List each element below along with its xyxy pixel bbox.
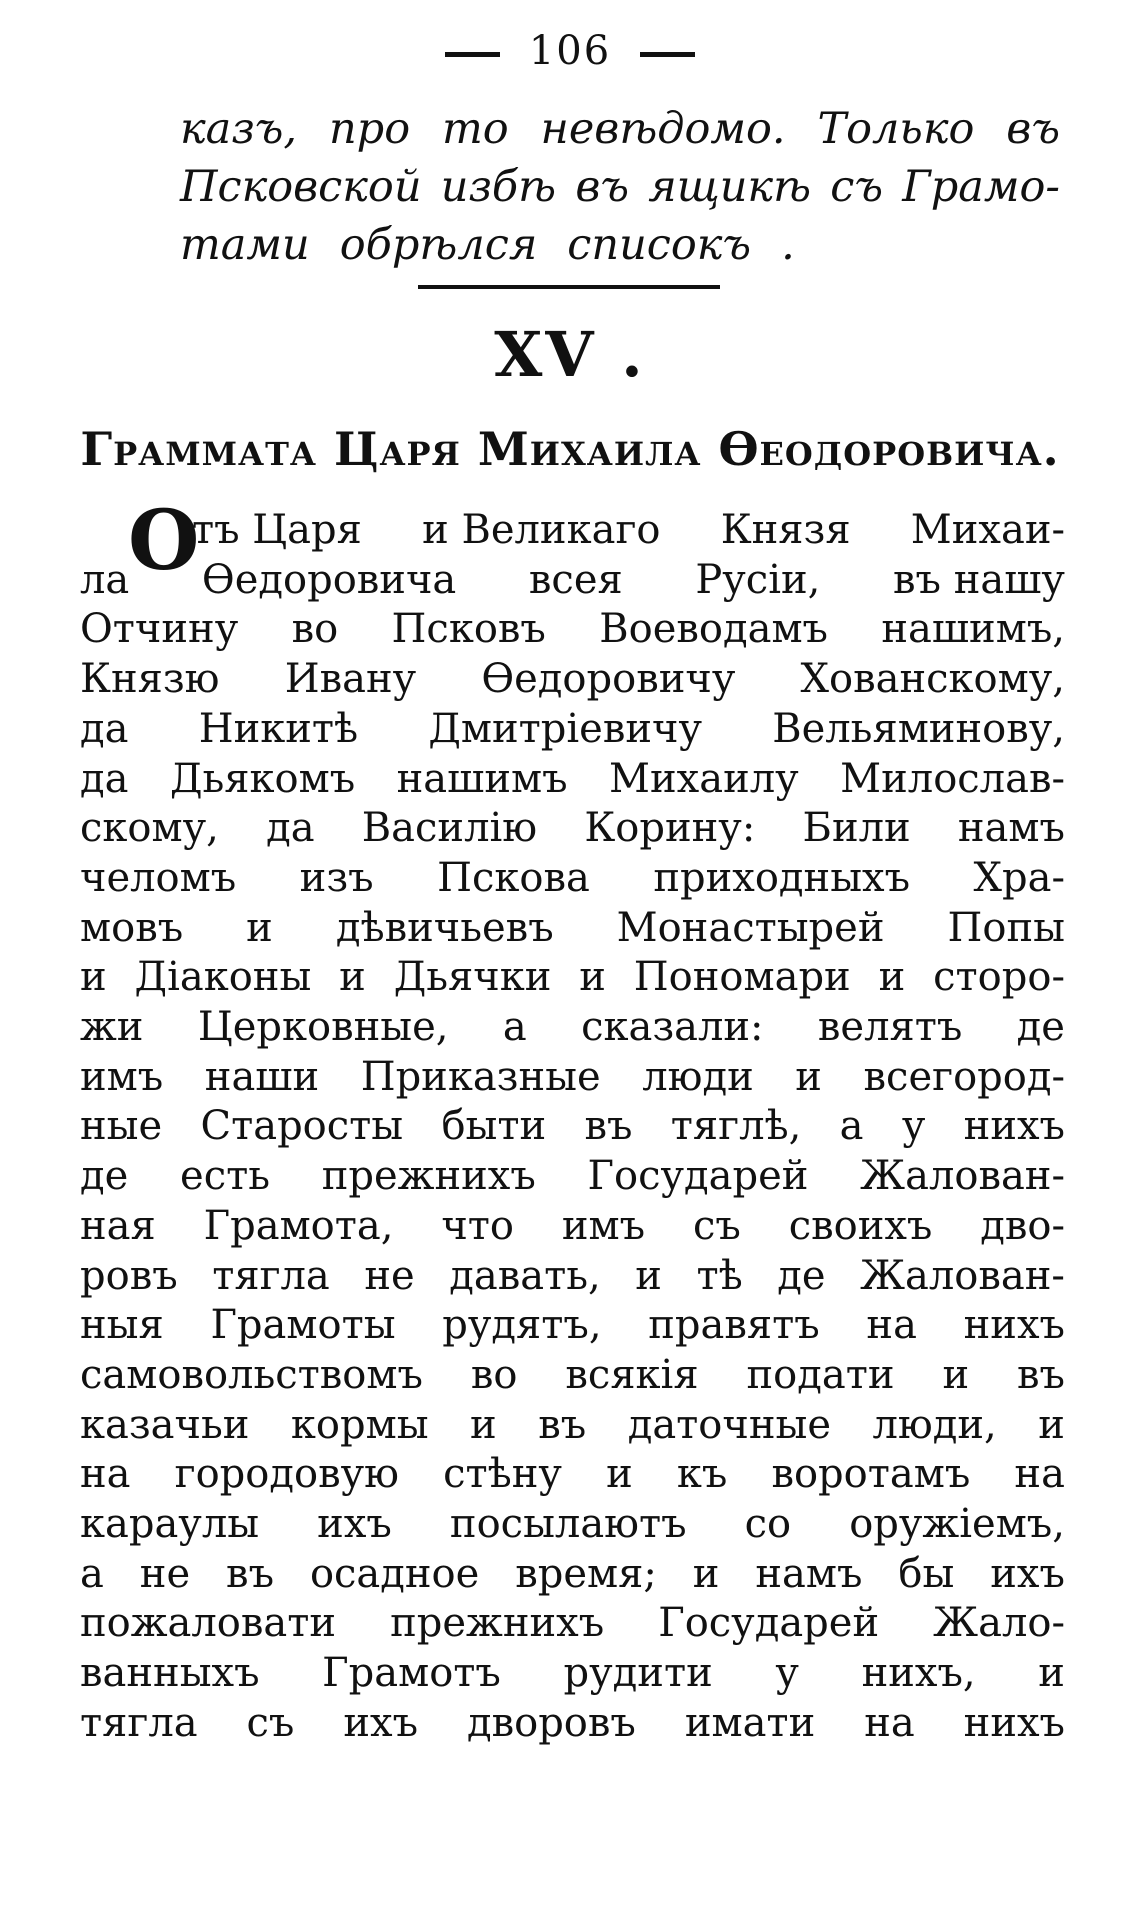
word: Грамотъ xyxy=(322,1650,501,1697)
text-line xyxy=(80,1003,1065,1053)
word: въ xyxy=(1006,104,1060,154)
text-line xyxy=(80,1550,1065,1600)
word: въ xyxy=(575,162,629,212)
word: Хра- xyxy=(973,854,1065,901)
word: нихъ xyxy=(963,1103,1065,1150)
word: въ xyxy=(584,1103,633,1150)
word: дво- xyxy=(980,1202,1065,1249)
word: не xyxy=(139,1550,191,1597)
section-number: XV . xyxy=(494,318,646,391)
word: и xyxy=(80,954,107,1001)
word: имати xyxy=(684,1699,816,1746)
word: намъ xyxy=(755,1550,863,1597)
word: де xyxy=(777,1252,826,1299)
word: и xyxy=(339,954,366,1001)
right-dash xyxy=(640,52,695,57)
word: Вельяминову, xyxy=(772,705,1065,752)
word: осадное xyxy=(309,1550,480,1597)
word: ихъ xyxy=(990,1550,1065,1597)
word: то xyxy=(441,104,509,154)
word: и xyxy=(795,1053,822,1100)
text-line xyxy=(80,1699,1065,1749)
word: Отчину xyxy=(80,606,239,653)
word: Дьячки xyxy=(393,954,552,1001)
word: оружіемъ, xyxy=(849,1501,1065,1548)
word: а xyxy=(839,1103,864,1150)
word: Жалован- xyxy=(860,1252,1065,1299)
word: Ѳедоровичу xyxy=(481,656,736,703)
word: мовъ xyxy=(80,904,184,951)
word: Церковные, xyxy=(197,1004,449,1051)
word: имъ xyxy=(561,1202,646,1249)
word: сказали: xyxy=(581,1004,764,1051)
word: избѣ xyxy=(440,162,557,212)
word: Пскова xyxy=(437,854,590,901)
text-line xyxy=(80,1252,1065,1302)
word: у xyxy=(901,1103,926,1150)
text-line xyxy=(80,1152,1065,1202)
text-line xyxy=(80,1401,1065,1451)
word: съ xyxy=(692,1202,741,1249)
word: люди xyxy=(642,1053,754,1100)
word: и xyxy=(1038,1401,1065,1448)
word: всегород- xyxy=(863,1053,1065,1100)
word: во xyxy=(470,1351,518,1398)
word: . xyxy=(781,220,795,270)
word: въ xyxy=(226,1550,275,1597)
word: тягла xyxy=(212,1252,330,1299)
word: Воеводамъ xyxy=(599,606,829,653)
word: и xyxy=(1038,1650,1065,1697)
word: дворовъ xyxy=(466,1699,636,1746)
text-line xyxy=(80,1102,1065,1152)
text-line xyxy=(180,100,1060,158)
word: Ивану xyxy=(284,656,417,703)
word: ные xyxy=(80,1103,163,1150)
word: Корину: xyxy=(584,805,756,852)
word: Хованскому, xyxy=(800,656,1065,703)
word: Грамо- xyxy=(902,162,1060,212)
word: Государей xyxy=(587,1153,809,1200)
word: не xyxy=(364,1252,415,1299)
word: воротамъ xyxy=(771,1451,971,1498)
word: у xyxy=(775,1650,799,1697)
word: ванныхъ xyxy=(80,1650,260,1697)
text-line xyxy=(80,953,1065,1003)
word: Дмитріевичу xyxy=(428,705,702,752)
word: посылаютъ xyxy=(449,1501,687,1548)
word: въ нашу xyxy=(893,556,1065,603)
left-dash xyxy=(445,52,500,57)
word: а xyxy=(80,1550,104,1597)
drop-initial: О xyxy=(128,493,200,589)
word: ныя xyxy=(80,1302,164,1349)
word: де xyxy=(80,1153,129,1200)
word: во xyxy=(291,606,339,653)
word: да xyxy=(80,755,129,802)
word: своихъ xyxy=(788,1202,933,1249)
word: въ xyxy=(538,1401,587,1448)
word: тяглѣ, xyxy=(670,1103,802,1150)
word: даточные xyxy=(627,1401,831,1448)
word: казачьи xyxy=(80,1401,250,1448)
document-heading: Граммата Царя Михаила Ѳеодоровича. xyxy=(80,422,1060,476)
text-line xyxy=(180,216,1060,274)
word: и xyxy=(246,904,273,951)
text-line xyxy=(80,605,1065,655)
text-line xyxy=(80,705,1065,755)
text-line xyxy=(80,1599,1065,1649)
text-line xyxy=(80,1301,1065,1351)
word: а xyxy=(502,1004,527,1051)
word: быти xyxy=(441,1103,547,1150)
word: Только xyxy=(817,104,975,154)
word: и xyxy=(635,1252,662,1299)
word: ихъ xyxy=(343,1699,419,1746)
word: въ xyxy=(1017,1351,1065,1398)
page-number-header xyxy=(0,28,1140,74)
section-divider xyxy=(418,285,720,289)
text-line xyxy=(80,1351,1065,1401)
word: время; xyxy=(515,1550,657,1597)
word: подати xyxy=(746,1351,895,1398)
text-line xyxy=(80,1500,1065,1550)
word: стѣну xyxy=(443,1451,562,1498)
word: Ѳедоровича xyxy=(201,556,457,603)
text-line xyxy=(180,158,1060,216)
word: Михаилу xyxy=(609,755,799,802)
text-line xyxy=(80,556,1065,606)
word: Василію xyxy=(361,805,538,852)
word: къ xyxy=(676,1451,728,1498)
page-number: 106 xyxy=(528,28,612,74)
word: Русіи, xyxy=(695,556,821,603)
continuation-text xyxy=(180,100,1060,274)
text-line xyxy=(80,854,1065,904)
word: да xyxy=(266,805,315,852)
word: Старосты xyxy=(200,1103,404,1150)
text-line xyxy=(80,804,1065,854)
word: тъ Царя xyxy=(192,507,362,553)
word: приходныхъ xyxy=(653,854,911,901)
word: и xyxy=(692,1550,720,1597)
word: тами xyxy=(180,220,310,270)
word: давать, xyxy=(449,1252,601,1299)
word: наши xyxy=(204,1053,320,1100)
word: Монастырей xyxy=(616,904,885,951)
word: Жало- xyxy=(933,1600,1065,1647)
word: Псковъ xyxy=(391,606,546,653)
word: всякія xyxy=(565,1351,699,1398)
word: дѣвичьевъ xyxy=(335,904,554,951)
word: ровъ xyxy=(80,1252,178,1299)
word: челомъ xyxy=(80,854,237,901)
word: списокъ xyxy=(567,220,752,270)
word: нихъ, xyxy=(861,1650,976,1697)
word: на xyxy=(80,1451,131,1498)
text-line xyxy=(80,904,1065,954)
word: Государей xyxy=(658,1600,880,1647)
word: де xyxy=(1016,1004,1065,1051)
word: скому, xyxy=(80,805,219,852)
word: Князю xyxy=(80,656,220,703)
word: Грамота, xyxy=(203,1202,394,1249)
word: правятъ xyxy=(648,1302,820,1349)
word: Грамоты xyxy=(210,1302,396,1349)
word: и Великаго xyxy=(422,507,661,553)
document-body xyxy=(80,493,1065,1749)
word: Били xyxy=(802,805,911,852)
word: да xyxy=(80,705,129,752)
word: на xyxy=(1014,1451,1065,1498)
word: съ xyxy=(246,1699,295,1746)
word: Никитѣ xyxy=(198,705,359,752)
word: невѣдомо. xyxy=(540,104,786,154)
word: Діаконы xyxy=(134,954,312,1001)
word: намъ xyxy=(957,805,1065,852)
text-line xyxy=(80,1202,1065,1252)
word: велятъ xyxy=(817,1004,963,1051)
word: и xyxy=(878,954,906,1001)
word: есть xyxy=(180,1153,271,1200)
word: ла xyxy=(80,556,130,603)
word: люди, xyxy=(872,1401,997,1448)
word: тягла xyxy=(80,1699,198,1746)
word: Милослав- xyxy=(840,755,1065,802)
word: ихъ xyxy=(317,1501,392,1548)
word: кормы xyxy=(290,1401,429,1448)
word: ная xyxy=(80,1202,156,1249)
word: жи xyxy=(80,1004,144,1051)
word: Пономари xyxy=(633,954,851,1001)
text-line xyxy=(80,1053,1065,1103)
word: нашимъ, xyxy=(881,606,1065,653)
word: нашимъ xyxy=(396,755,568,802)
word: Михаи- xyxy=(910,507,1065,553)
word: нихъ xyxy=(963,1699,1065,1746)
text-line xyxy=(80,755,1065,805)
word: прежнихъ xyxy=(390,1600,605,1647)
word: казъ, xyxy=(180,104,298,154)
word: на xyxy=(864,1699,915,1746)
word: что xyxy=(441,1202,514,1249)
word: бы xyxy=(898,1550,955,1597)
word: нихъ xyxy=(963,1302,1065,1349)
word: прежнихъ xyxy=(321,1153,536,1200)
word: рудити xyxy=(563,1650,713,1697)
word: и xyxy=(470,1401,497,1448)
text-line xyxy=(80,1450,1065,1500)
word: караулы xyxy=(80,1501,260,1548)
word: городовую xyxy=(174,1451,399,1498)
word: имъ xyxy=(80,1053,164,1100)
word: и xyxy=(606,1451,633,1498)
word: самовольствомъ xyxy=(80,1351,423,1398)
word: сторо- xyxy=(933,954,1065,1001)
word: на xyxy=(866,1302,917,1349)
word: пожаловати xyxy=(80,1600,337,1647)
word: со xyxy=(744,1501,792,1548)
word: Приказные xyxy=(360,1053,601,1100)
text-line xyxy=(80,506,1065,556)
word: съ xyxy=(830,162,884,212)
word: изъ xyxy=(299,854,374,901)
word: обрѣлся xyxy=(339,220,538,270)
word: тѣ xyxy=(696,1252,743,1299)
word: Попы xyxy=(947,904,1065,951)
word: Псковской xyxy=(180,162,422,212)
word: Дьякомъ xyxy=(169,755,356,802)
word: Жалован- xyxy=(860,1153,1065,1200)
word: Князя xyxy=(720,507,851,553)
text-line xyxy=(80,1649,1065,1699)
word: и xyxy=(942,1351,970,1398)
word: всея xyxy=(528,556,623,603)
word: ящикѣ xyxy=(648,162,812,212)
word: и xyxy=(579,954,606,1001)
word: про xyxy=(328,104,411,154)
word: рудятъ, xyxy=(442,1302,602,1349)
text-line xyxy=(80,655,1065,705)
